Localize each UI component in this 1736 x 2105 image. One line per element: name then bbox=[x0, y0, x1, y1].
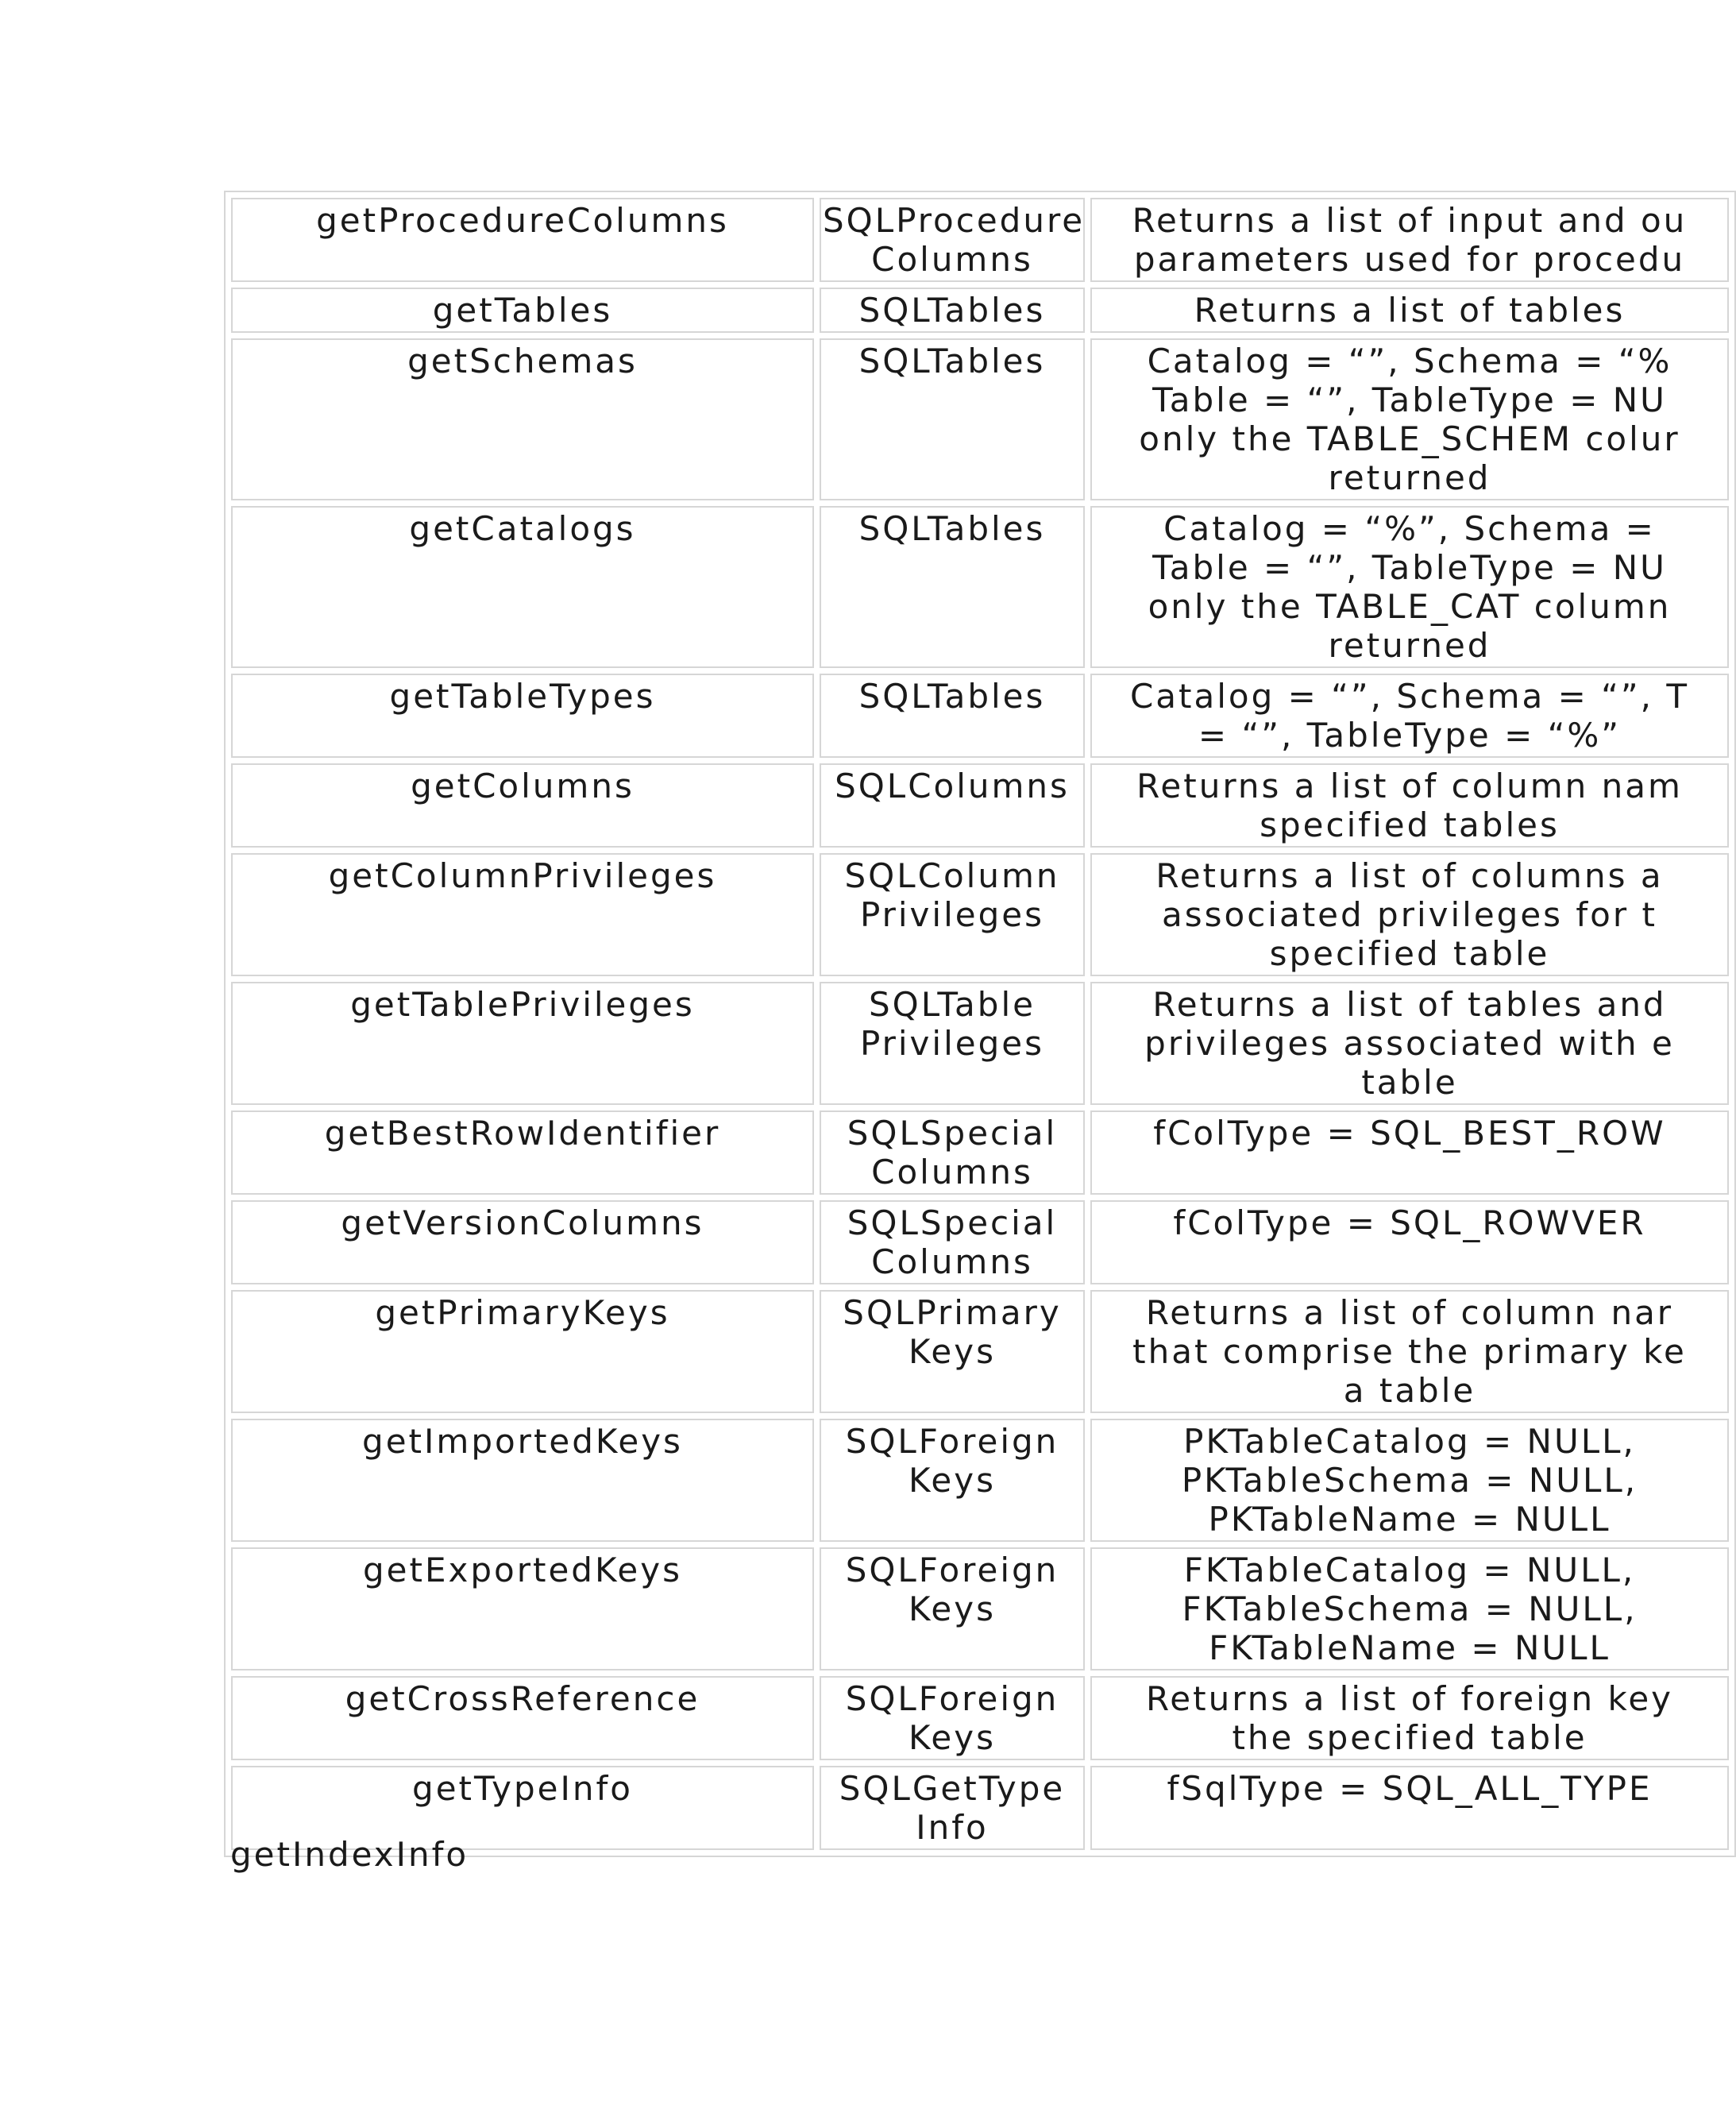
odbc-function-cell: SQLForeign Keys bbox=[820, 1676, 1085, 1760]
odbc-function-cell: SQLColumn Privileges bbox=[820, 853, 1085, 976]
description-cell: Returns a list of input and ou parameters used for procedu bbox=[1090, 198, 1729, 282]
api-mapping-table bbox=[224, 191, 1736, 1857]
table-row bbox=[231, 1290, 1729, 1413]
table-row bbox=[231, 1547, 1729, 1670]
description-cell: fSqlType = SQL_ALL_TYPE bbox=[1090, 1766, 1729, 1850]
jdbc-method-cell: getImportedKeys bbox=[231, 1419, 814, 1542]
table-row bbox=[231, 338, 1729, 500]
following-paragraph-text: getIndexInfo bbox=[230, 1835, 469, 1874]
table-row bbox=[231, 1419, 1729, 1542]
jdbc-method-cell: getExportedKeys bbox=[231, 1547, 814, 1670]
description-cell: Returns a list of tables bbox=[1090, 288, 1729, 333]
odbc-function-cell: SQLSpecial Columns bbox=[820, 1110, 1085, 1195]
table-row bbox=[231, 982, 1729, 1105]
description-cell: fColType = SQL_ROWVER bbox=[1090, 1200, 1729, 1284]
jdbc-method-cell: getSchemas bbox=[231, 338, 814, 500]
odbc-function-cell: SQLPrimary Keys bbox=[820, 1290, 1085, 1413]
table-row bbox=[231, 1200, 1729, 1284]
jdbc-method-cell: getCrossReference bbox=[231, 1676, 814, 1760]
table-row bbox=[231, 853, 1729, 976]
table-row bbox=[231, 506, 1729, 668]
jdbc-method-cell: getTablePrivileges bbox=[231, 982, 814, 1105]
odbc-function-cell: SQLForeign Keys bbox=[820, 1419, 1085, 1542]
jdbc-method-cell: getTables bbox=[231, 288, 814, 333]
description-cell: Catalog = “”, Schema = “% Table = “”, TableType = NU only the TABLE_SCHEM colur returned bbox=[1090, 338, 1729, 500]
odbc-function-cell: SQLProcedure Columns bbox=[820, 198, 1085, 282]
table-row bbox=[231, 1110, 1729, 1195]
table-row bbox=[231, 198, 1729, 282]
jdbc-method-cell: getTableTypes bbox=[231, 674, 814, 758]
odbc-function-cell: SQLTables bbox=[820, 674, 1085, 758]
odbc-function-cell: SQLGetType Info bbox=[820, 1766, 1085, 1850]
table-row bbox=[231, 674, 1729, 758]
jdbc-method-cell: getProcedureColumns bbox=[231, 198, 814, 282]
table-row bbox=[231, 1676, 1729, 1760]
description-cell: Catalog = “”, Schema = “”, T = “”, TableType = “%” bbox=[1090, 674, 1729, 758]
description-cell: Catalog = “%”, Schema = Table = “”, TableType = NU only the TABLE_CAT column returned bbox=[1090, 506, 1729, 668]
description-cell: Returns a list of foreign key the specified table bbox=[1090, 1676, 1729, 1760]
description-cell: Returns a list of tables and privileges associated with e table bbox=[1090, 982, 1729, 1105]
table-row bbox=[231, 288, 1729, 333]
odbc-function-cell: SQLSpecial Columns bbox=[820, 1200, 1085, 1284]
description-cell: PKTableCatalog = NULL, PKTableSchema = NULL, PKTableName = NULL bbox=[1090, 1419, 1729, 1542]
description-cell: Returns a list of columns a associated privileges for t specified table bbox=[1090, 853, 1729, 976]
odbc-function-cell: SQLTables bbox=[820, 338, 1085, 500]
api-mapping-table-grid bbox=[226, 192, 1734, 1856]
jdbc-method-cell: getColumnPrivileges bbox=[231, 853, 814, 976]
jdbc-method-cell: getBestRowIdentifier bbox=[231, 1110, 814, 1195]
table-row bbox=[231, 763, 1729, 848]
odbc-function-cell: SQLTables bbox=[820, 288, 1085, 333]
odbc-function-cell: SQLTables bbox=[820, 506, 1085, 668]
description-cell: FKTableCatalog = NULL, FKTableSchema = NULL, FKTableName = NULL bbox=[1090, 1547, 1729, 1670]
jdbc-method-cell: getCatalogs bbox=[231, 506, 814, 668]
odbc-function-cell: SQLColumns bbox=[820, 763, 1085, 848]
odbc-function-cell: SQLForeign Keys bbox=[820, 1547, 1085, 1670]
jdbc-method-cell: getVersionColumns bbox=[231, 1200, 814, 1284]
jdbc-method-cell: getColumns bbox=[231, 763, 814, 848]
description-cell: Returns a list of column nam specified tables bbox=[1090, 763, 1729, 848]
jdbc-method-cell: getTypeInfo bbox=[231, 1766, 814, 1850]
description-cell: Returns a list of column nar that comprise the primary ke a table bbox=[1090, 1290, 1729, 1413]
jdbc-method-cell: getPrimaryKeys bbox=[231, 1290, 814, 1413]
odbc-function-cell: SQLTable Privileges bbox=[820, 982, 1085, 1105]
description-cell: fColType = SQL_BEST_ROW bbox=[1090, 1110, 1729, 1195]
